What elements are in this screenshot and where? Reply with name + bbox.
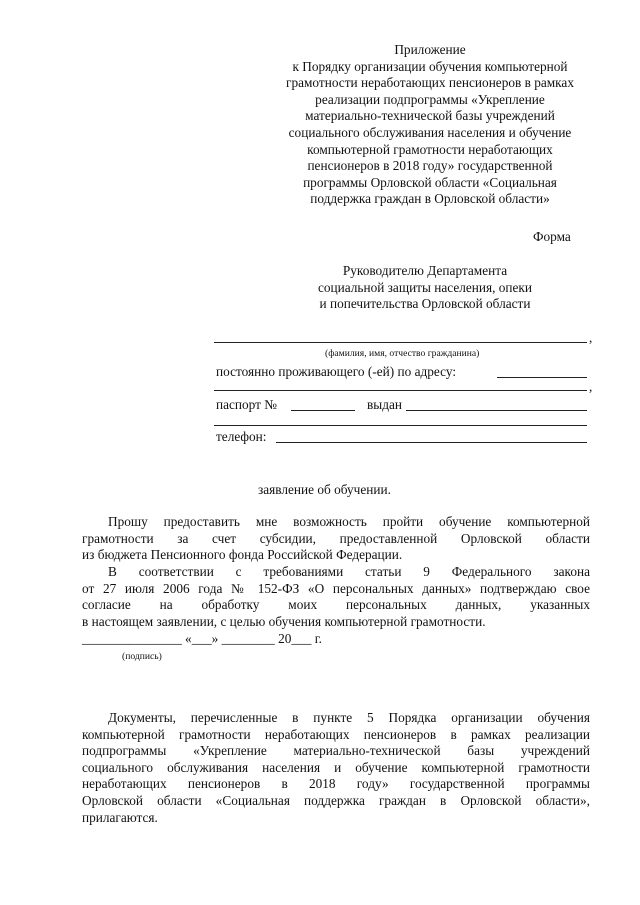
paragraph-line: Документы, перечисленные в пункте 5 Порядка организации обучения	[108, 710, 590, 725]
paragraph-line: от 27 июля 2006 года № 152-ФЗ «О персональных данных» подтверждаю свое	[82, 580, 590, 596]
appendix-line: пенсионеров в 2018 году» государственной	[307, 158, 553, 174]
body-paragraph-2	[82, 564, 590, 630]
appendix-line: к Порядку организации обучения компьютерной	[292, 58, 568, 74]
body-paragraph-3	[82, 710, 590, 826]
name-field-caption: (фамилия, имя, отчество гражданина)	[325, 348, 480, 359]
addressee-line: социальной защиты населения, опеки	[317, 279, 533, 295]
appendix-line: грамотности неработающих пенсионеров в рамках	[286, 75, 574, 91]
residence-label: постоянно проживающего (-ей) по адресу:	[216, 364, 457, 379]
paragraph-line: прилагаются.	[82, 809, 158, 825]
paragraph-line: социального обслуживания населения и обучение компьютерной грамотности	[82, 759, 590, 775]
passport-number-field[interactable]	[291, 410, 355, 411]
appendix-line: реализации подпрограммы «Укрепление	[315, 91, 545, 107]
appendix-line: материально-технической базы учреждений	[305, 108, 555, 124]
issued-label: выдан	[367, 397, 402, 412]
residence-address-field-2[interactable]	[214, 390, 587, 391]
residence-address-field[interactable]	[497, 377, 587, 378]
signature-caption: (подпись)	[122, 651, 162, 662]
appendix-line: социального обслуживания населения и обучение	[288, 124, 572, 140]
applicant-name-field[interactable]	[214, 342, 587, 343]
form-label: Форма	[533, 229, 571, 244]
address-comma: ,	[589, 379, 593, 394]
paragraph-line: Прошу предоставить мне возможность пройти обучение компьютерной	[108, 514, 590, 529]
passport-issued-field[interactable]	[406, 410, 587, 411]
name-comma: ,	[589, 330, 593, 345]
addressee-line: Руководителю Департамента	[342, 263, 508, 278]
paragraph-line: подпрограммы «Укрепление материально-технической базы учреждений	[82, 743, 590, 759]
appendix-line: поддержка граждан в Орловской области»	[310, 191, 550, 207]
appendix-line: компьютерной грамотности неработающих	[307, 141, 553, 157]
body-paragraph-1	[82, 514, 590, 564]
signature-date-line[interactable]: _______________ «___» ________ 20___ г.	[82, 631, 322, 646]
paragraph-line: неработающих пенсионеров в 2018 году» государственной программы	[82, 776, 590, 792]
paragraph-line: Орловской области «Социальная поддержка граждан в Орловской области»,	[82, 792, 590, 808]
paragraph-line: компьютерной грамотности неработающих пенсионеров в рамках реализации	[82, 726, 590, 742]
passport-label: паспорт №	[216, 397, 277, 412]
phone-label: телефон:	[216, 429, 267, 444]
paragraph-line: грамотности за счет субсидии, предоставленной Орловской области	[82, 530, 590, 546]
addressee-line: и попечительства Орловской области	[319, 296, 531, 312]
phone-field[interactable]	[276, 442, 587, 443]
paragraph-line: В соответствии с требованиями статьи 9 Федерального закона	[108, 564, 590, 579]
paragraph-line: в настоящем заявлении, с целью обучения компьютерной грамотности.	[82, 613, 486, 629]
paragraph-line: из бюджета Пенсионного фонда Российской Федерации.	[82, 547, 403, 563]
statement-title: заявление об обучении.	[258, 482, 391, 497]
passport-issued-field-2[interactable]	[214, 425, 587, 426]
appendix-line: Приложение	[394, 42, 466, 57]
addressee-block	[290, 263, 560, 313]
paragraph-line: согласие на обработку моих персональных данных, указанных	[82, 597, 590, 613]
appendix-line: программы Орловской области «Социальная	[303, 174, 557, 190]
appendix-header	[250, 42, 610, 208]
